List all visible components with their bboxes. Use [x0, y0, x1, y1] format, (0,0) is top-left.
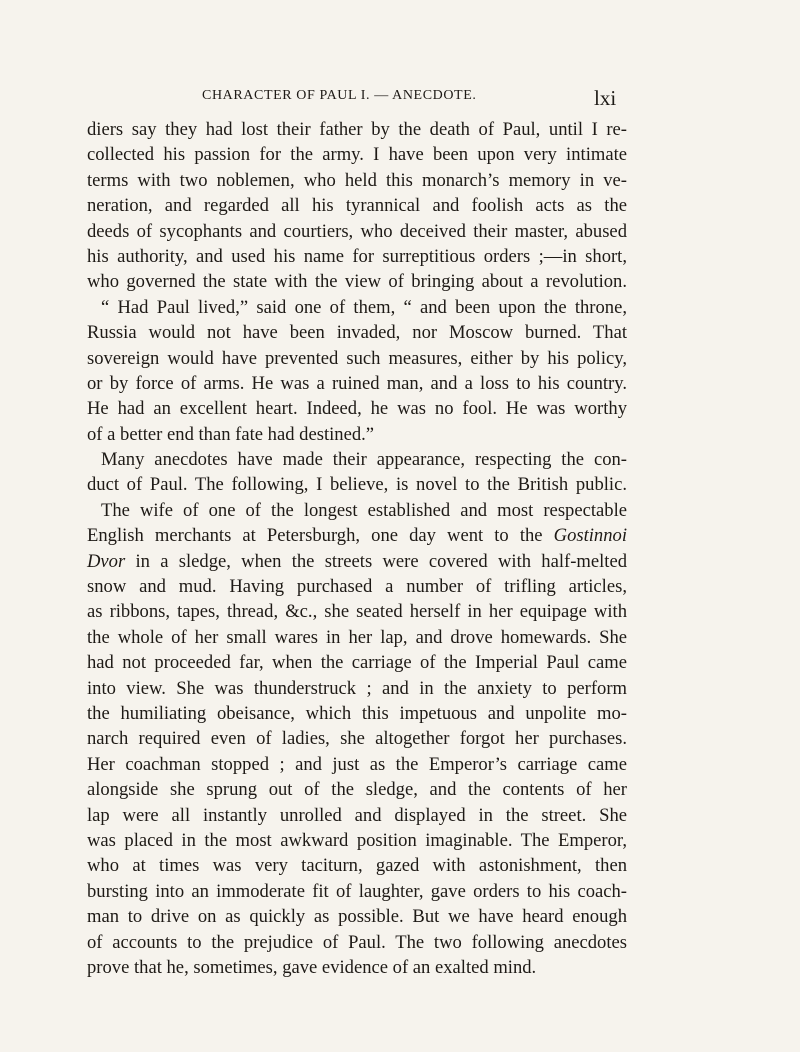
text-line: sovereign would have prevented such measures, either by his policy,: [87, 347, 627, 369]
body-text: [87, 117, 627, 980]
text-line: who governed the state with the view of bringing about a revolution.: [87, 271, 627, 293]
text-line: Many anecdotes have made their appearance, respecting the con-: [101, 449, 627, 471]
text-line: duct of Paul. The following, I believe, is novel to the British public.: [87, 474, 627, 496]
text-line: [87, 523, 627, 548]
place-name: Dvor: [87, 550, 126, 572]
text-line: into view. She was thunderstruck ; and in the anxiety to perform: [87, 677, 627, 699]
text-line: had not proceeded far, when the carriage of the Imperial Paul came: [87, 652, 627, 674]
text-line: who at times was very taciturn, gazed with astonishment, then: [87, 855, 627, 877]
text-line: terms with two noblemen, who held this monarch’s memory in ve-: [87, 169, 627, 191]
page-number: lxi: [594, 86, 617, 110]
text-line: neration, and regarded all his tyrannical and foolish acts as the: [87, 195, 627, 217]
text-line: was placed in the most awkward position imaginable. The Emperor,: [87, 829, 627, 851]
text-line: collected his passion for the army. I have been upon very intimate: [87, 144, 627, 166]
text-line: narch required even of ladies, she altogether forgot her purchases.: [87, 728, 627, 750]
text-line: The wife of one of the longest established and most respectable: [101, 499, 627, 521]
text-line: diers say they had lost their father by the death of Paul, until I re-: [87, 119, 627, 140]
place-name: Gostinnoi: [553, 525, 627, 547]
text-line: He had an excellent heart. Indeed, he was no fool. He was worthy: [87, 398, 627, 420]
running-head: CHARACTER OF PAUL I. — ANECDOTE.: [202, 88, 477, 103]
text-line: bursting into an immoderate fit of laughter, gave orders to his coach-: [87, 880, 627, 902]
text-line: deeds of sycophants and courtiers, who deceived their master, abused: [87, 220, 627, 242]
text-line: alongside she sprung out of the sledge, and the contents of her: [87, 779, 627, 801]
text-segment: in a sledge, when the streets were covered with half-melted: [125, 550, 627, 572]
text-line: [87, 549, 627, 574]
text-line: the humiliating obeisance, which this impetuous and unpolite mo-: [87, 702, 627, 724]
page-header: [0, 84, 800, 112]
text-line: as ribbons, tapes, thread, &c., she seated herself in her equipage with: [87, 601, 627, 623]
text-line: prove that he, sometimes, gave evidence of an exalted mind.: [87, 956, 537, 978]
text-line: Her coachman stopped ; and just as the Emperor’s carriage came: [87, 753, 627, 775]
text-line: the whole of her small wares in her lap, and drove homewards. She: [87, 626, 627, 648]
text-line: Russia would not have been invaded, nor Moscow burned. That: [87, 322, 627, 344]
text-line: of accounts to the prejudice of Paul. The two following anecdotes: [87, 931, 627, 953]
text-segment: English merchants at Petersburgh, one day went to the: [87, 525, 554, 547]
text-line: man to drive on as quickly as possible. But we have heard enough: [87, 906, 627, 928]
text-line: his authority, and used his name for surreptitious orders ;—in short,: [87, 245, 627, 267]
text-line: snow and mud. Having purchased a number of trifling articles,: [87, 576, 627, 598]
text-line: of a better end than fate had destined.”: [87, 423, 375, 445]
text-line: “ Had Paul lived,” said one of them, “ and been upon the throne,: [101, 296, 627, 318]
text-line: lap were all instantly unrolled and displayed in the street. She: [87, 804, 627, 826]
text-line: or by force of arms. He was a ruined man, and a loss to his country.: [87, 372, 627, 394]
